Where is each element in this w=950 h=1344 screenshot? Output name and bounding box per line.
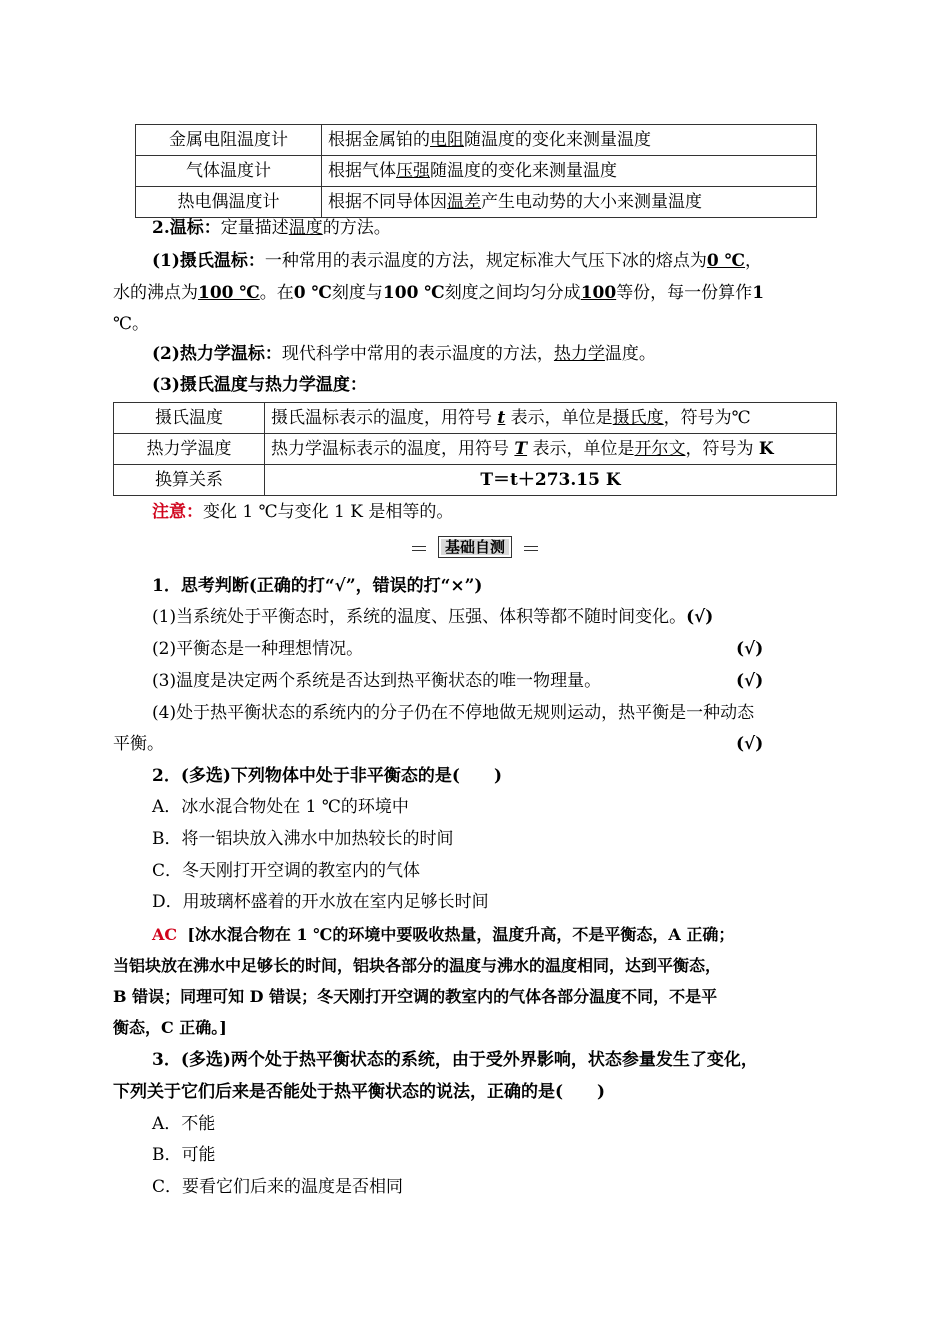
paragraph-celsius: (1)摄氏温标：一种常用的表示温度的方法，规定标准大气压下冰的熔点为0 ℃， — [152, 251, 763, 271]
thermometer-table — [135, 124, 817, 218]
option: C．要看它们后来的温度是否相同 — [152, 1177, 404, 1197]
list-item: (2)平衡态是一种理想情况。 — [152, 639, 364, 659]
answer-mark: (√) — [736, 639, 764, 659]
table-cell: 热力学温标表示的温度，用符号 T 表示，单位是开尔文，符号为 K — [265, 434, 837, 465]
option: B．可能 — [152, 1145, 216, 1165]
answer-mark: (√) — [736, 734, 764, 754]
list-item: (3)温度是决定两个系统是否达到热平衡状态的唯一物理量。 — [152, 671, 602, 691]
section-badge — [412, 535, 538, 559]
badge-label: 基础自测 — [438, 536, 512, 558]
question-title: 2．(多选)下列物体中处于非平衡态的是( ) — [152, 766, 503, 786]
list-item-cont: 平衡。 — [113, 734, 164, 754]
question-title: 1．思考判断(正确的打“√”，错误的打“×”) — [152, 576, 483, 596]
table-cell: 金属电阻温度计 — [136, 125, 322, 156]
table-cell: 摄氏温标表示的温度，用符号 t 表示，单位是摄氏度，符号为℃ — [265, 403, 837, 434]
paragraph-comparison: (3)摄氏温度与热力学温度： — [152, 375, 367, 395]
table-row — [136, 156, 817, 187]
answer-explanation: AC [冰水混合物在 1 ℃的环境中要吸收热量，温度升高，不是平衡态，A 正确； — [152, 925, 735, 944]
section-heading: 2.温标：定量描述温度的方法。 — [152, 218, 391, 238]
table-cell: 根据金属铂的电阻随温度的变化来测量温度 — [322, 125, 817, 156]
table-cell: T＝t＋273.15 K — [265, 465, 837, 496]
temperature-table — [113, 402, 837, 496]
option: A．不能 — [152, 1114, 216, 1134]
table-cell: 热电偶温度计 — [136, 187, 322, 218]
badge-decoration — [524, 546, 538, 551]
paragraph-celsius-cont: 水的沸点为100 ℃。在0 ℃刻度与100 ℃刻度之间均匀分成100等份，每一份算作1 — [113, 283, 765, 303]
table-row — [114, 434, 837, 465]
table-cell: 热力学温度 — [114, 434, 265, 465]
answer-explanation-cont: B 错误；同理可知 D 错误；冬天刚打开空调的教室内的气体各部分温度不同，不是平 — [113, 987, 718, 1006]
table-cell: 根据气体压强随温度的变化来测量温度 — [322, 156, 817, 187]
question-title-cont: 下列关于它们后来是否能处于热平衡状态的说法，正确的是( ) — [113, 1082, 606, 1102]
table-cell: 气体温度计 — [136, 156, 322, 187]
table-row — [114, 465, 837, 496]
answer-mark: (√) — [736, 671, 764, 691]
table-row — [114, 403, 837, 434]
answer-explanation-cont: 当铝块放在沸水中足够长的时间，铝块各部分的温度与沸水的温度相同，达到平衡态， — [113, 956, 722, 975]
table-cell: 根据不同导体因温差产生电动势的大小来测量温度 — [322, 187, 817, 218]
paragraph-thermodynamic: (2)热力学温标：现代科学中常用的表示温度的方法，热力学温度。 — [152, 344, 656, 364]
option: A．冰水混合物处在 1 ℃的环境中 — [152, 797, 409, 817]
option: D．用玻璃杯盛着的开水放在室内足够长时间 — [152, 892, 489, 912]
note: 注意：变化 1 ℃与变化 1 K 是相等的。 — [152, 502, 454, 522]
paragraph-celsius-end: ℃。 — [113, 314, 150, 334]
question-title: 3．(多选)两个处于热平衡状态的系统，由于受外界影响，状态参量发生了变化， — [152, 1050, 758, 1070]
table-cell: 摄氏温度 — [114, 403, 265, 434]
badge-decoration — [412, 546, 426, 551]
list-item: (4)处于热平衡状态的系统内的分子仍在不停地做无规则运动，热平衡是一种动态 — [152, 703, 755, 723]
table-cell: 换算关系 — [114, 465, 265, 496]
answer-explanation-cont: 衡态，C 正确。] — [113, 1018, 227, 1037]
list-item: (1)当系统处于平衡态时，系统的温度、压强、体积等都不随时间变化。(√) — [152, 607, 714, 627]
table-row — [136, 125, 817, 156]
option: B．将一铝块放入沸水中加热较长的时间 — [152, 829, 454, 849]
option: C．冬天刚打开空调的教室内的气体 — [152, 861, 421, 881]
